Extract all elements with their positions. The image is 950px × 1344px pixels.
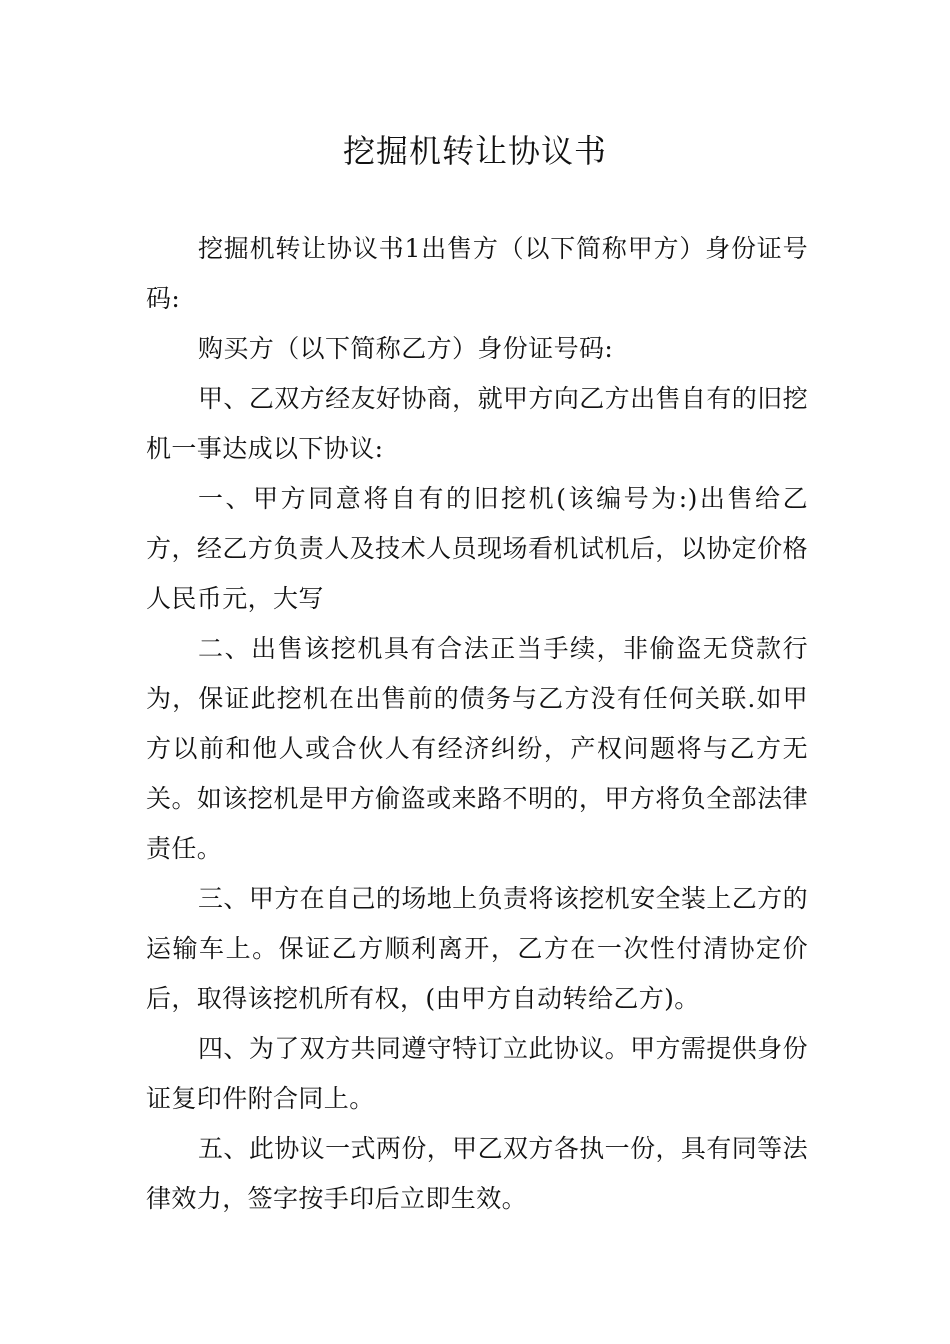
document-title: 挖掘机转让协议书 [342, 132, 607, 170]
paragraph-buyer: 购买方（以下简称乙方）身份证号码: [198, 334, 614, 363]
paragraph-clause-5: 五、此协议一式两份，甲乙双方各执一份，具有同等法律效力，签字按手印后立即生效。 [146, 1134, 808, 1213]
paragraph-preamble: 甲、乙双方经友好协商，就甲方向乙方出售自有的旧挖机一事达成以下协议: [146, 384, 808, 463]
document-body [146, 224, 808, 1224]
paragraph-clause-1: 一、甲方同意将自有的旧挖机(该编号为:)出售给乙方，经乙方负责人及技术人员现场看机试机后，以协定价格人民币元，大写 [146, 484, 808, 613]
paragraph-intro-seller: 挖掘机转让协议书1出售方（以下简称甲方）身份证号码: [146, 234, 808, 313]
paragraph-clause-3: 三、甲方在自己的场地上负责将该挖机安全装上乙方的运输车上。保证乙方顺利离开，乙方在一次性付清协定价后，取得该挖机所有权，(由甲方自动转给乙方)。 [146, 884, 808, 1013]
paragraph-clause-4: 四、为了双方共同遵守特订立此协议。甲方需提供身份证复印件附合同上。 [146, 1034, 808, 1113]
paragraph-clause-2: 二、出售该挖机具有合法正当手续，非偷盗无贷款行为，保证此挖机在出售前的债务与乙方没有任何关联.如甲方以前和他人或合伙人有经济纠纷，产权问题将与乙方无关。如该挖机是甲方偷盗或来路不明的，甲方将负全部法律责任。 [146, 634, 808, 863]
